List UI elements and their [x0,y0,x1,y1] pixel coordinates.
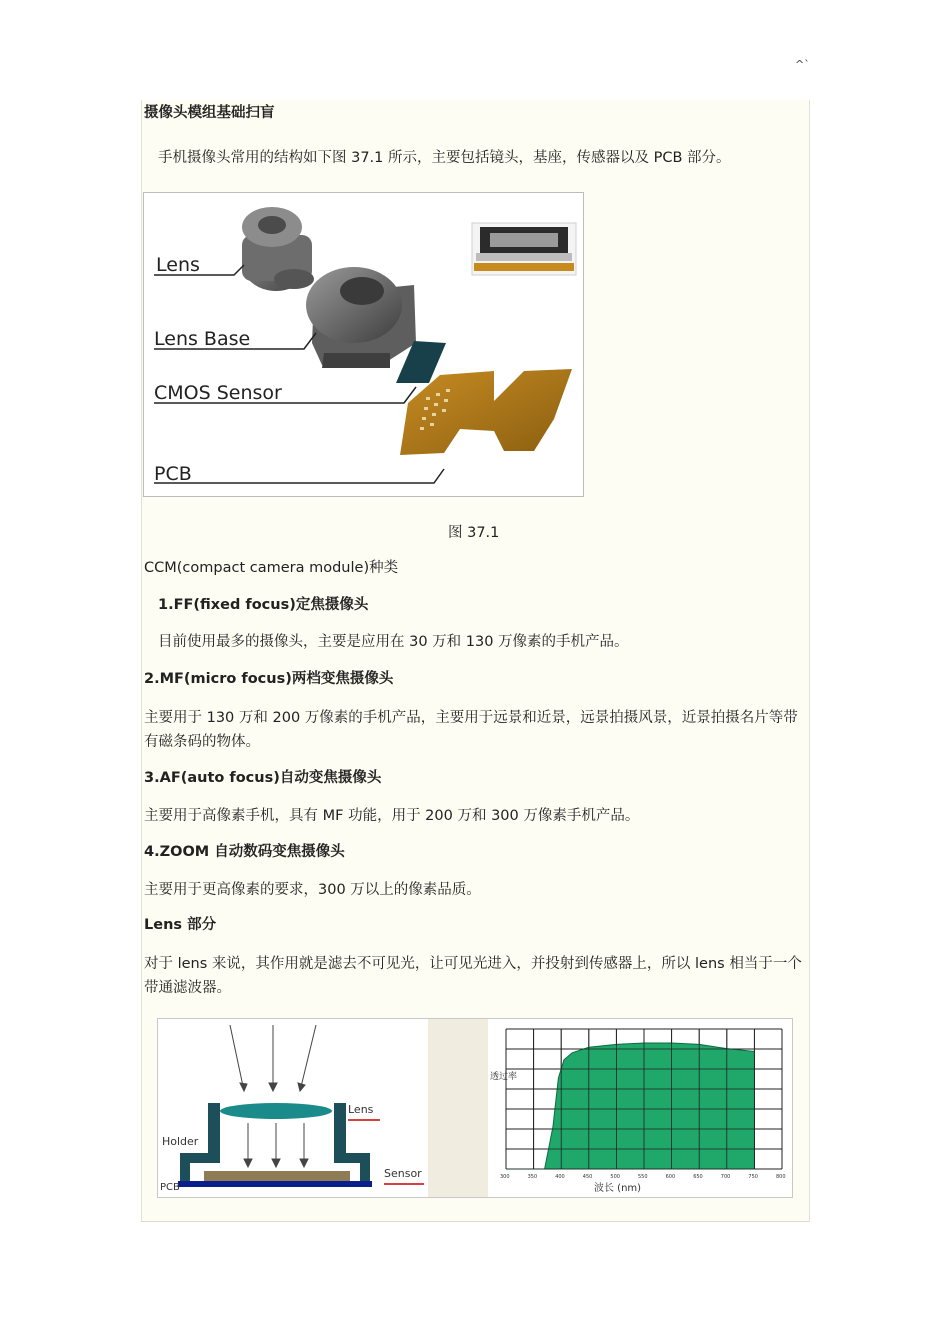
lens-base-part [306,267,416,368]
type-4-heading: 4.ZOOM 自动数码变焦摄像头 [144,844,345,860]
type-2-heading: 2.MF(micro focus)两档变焦摄像头 [144,671,394,687]
lens-heading: Lens 部分 [144,917,217,933]
type-1-heading: 1.FF(fixed focus)定焦摄像头 [158,597,369,613]
type-2-desc: 主要用于 130 万和 200 万像素的手机产品，主要用于远景和近景，远景拍摄风景，近景拍摄名片等带有磁条码的物体。 [144,710,798,750]
lens-desc: 对于 lens 来说，其作用就是滤去不可见光，让可见光进入，并投射到传感器上，所以 lens 相当于一个带通滤波器。 [144,956,802,996]
label-lens: Lens [156,254,200,276]
cross-section-inset [472,223,576,275]
type-1-desc: 目前使用最多的摄像头，主要是应用在 30 万和 130 万像素的手机产品。 [158,634,629,650]
label-holder: Holder [162,1135,199,1148]
intro-paragraph: 手机摄像头常用的结构如下图 37.1 所示，主要包括镜头，基座，传感器以及 PCB 部分。 [158,150,731,166]
chart-x-tick-label: 600 [665,1174,676,1180]
ccm-heading: CCM(compact camera module)种类 [144,560,399,576]
lens-part [242,207,314,291]
page-title: 摄像头模组基础扫盲 [144,105,275,121]
figure-lens-filter [157,1018,793,1198]
sensor-element [204,1171,350,1181]
label-pcb-2: PCB [160,1182,180,1193]
type-3-heading: 3.AF(auto focus)自动变焦摄像头 [144,770,382,786]
chart-x-tick-label: 700 [720,1174,731,1180]
label-cmos-sensor: CMOS Sensor [154,382,282,404]
label-pcb: PCB [154,463,192,485]
corner-mark: ^` [795,58,810,71]
lens-element [220,1103,332,1119]
label-sensor: Sensor [384,1167,422,1180]
label-lens-base: Lens Base [154,328,251,350]
chart-xlabel: 波长 (nm) [594,1183,642,1194]
pcb-board [178,1181,372,1187]
figure-camera-structure [143,192,584,497]
transmission-area [506,1043,754,1169]
camera-structure-illustration [144,193,583,496]
figure-caption: 图 37.1 [448,525,500,541]
chart-x-tick-label: 750 [748,1174,758,1180]
chart-x-tick-label: 500 [610,1174,620,1180]
chart-x-tick-label: 650 [693,1174,703,1180]
chart-ylabel: 透过率 [490,1072,518,1082]
chart-x-tick-label: 450 [582,1174,593,1180]
chart-x-tick-label: 350 [527,1174,538,1180]
chart-x-tick-label: 300 [500,1174,510,1180]
type-3-desc: 主要用于高像素手机，具有 MF 功能，用于 200 万和 300 万像素手机产品。 [144,808,640,824]
lens-diagram [158,1019,792,1197]
transmission-chart [490,1029,786,1194]
chart-x-tick-label: 400 [555,1174,565,1180]
light-rays [230,1025,316,1167]
chart-x-tick-label: 550 [638,1174,648,1180]
panel-divider [141,1221,809,1222]
type-4-desc: 主要用于更高像素的要求，300 万以上的像素品质。 [144,882,481,898]
chart-x-tick-label: 800 [776,1174,786,1180]
label-lens-2: Lens [348,1103,374,1116]
